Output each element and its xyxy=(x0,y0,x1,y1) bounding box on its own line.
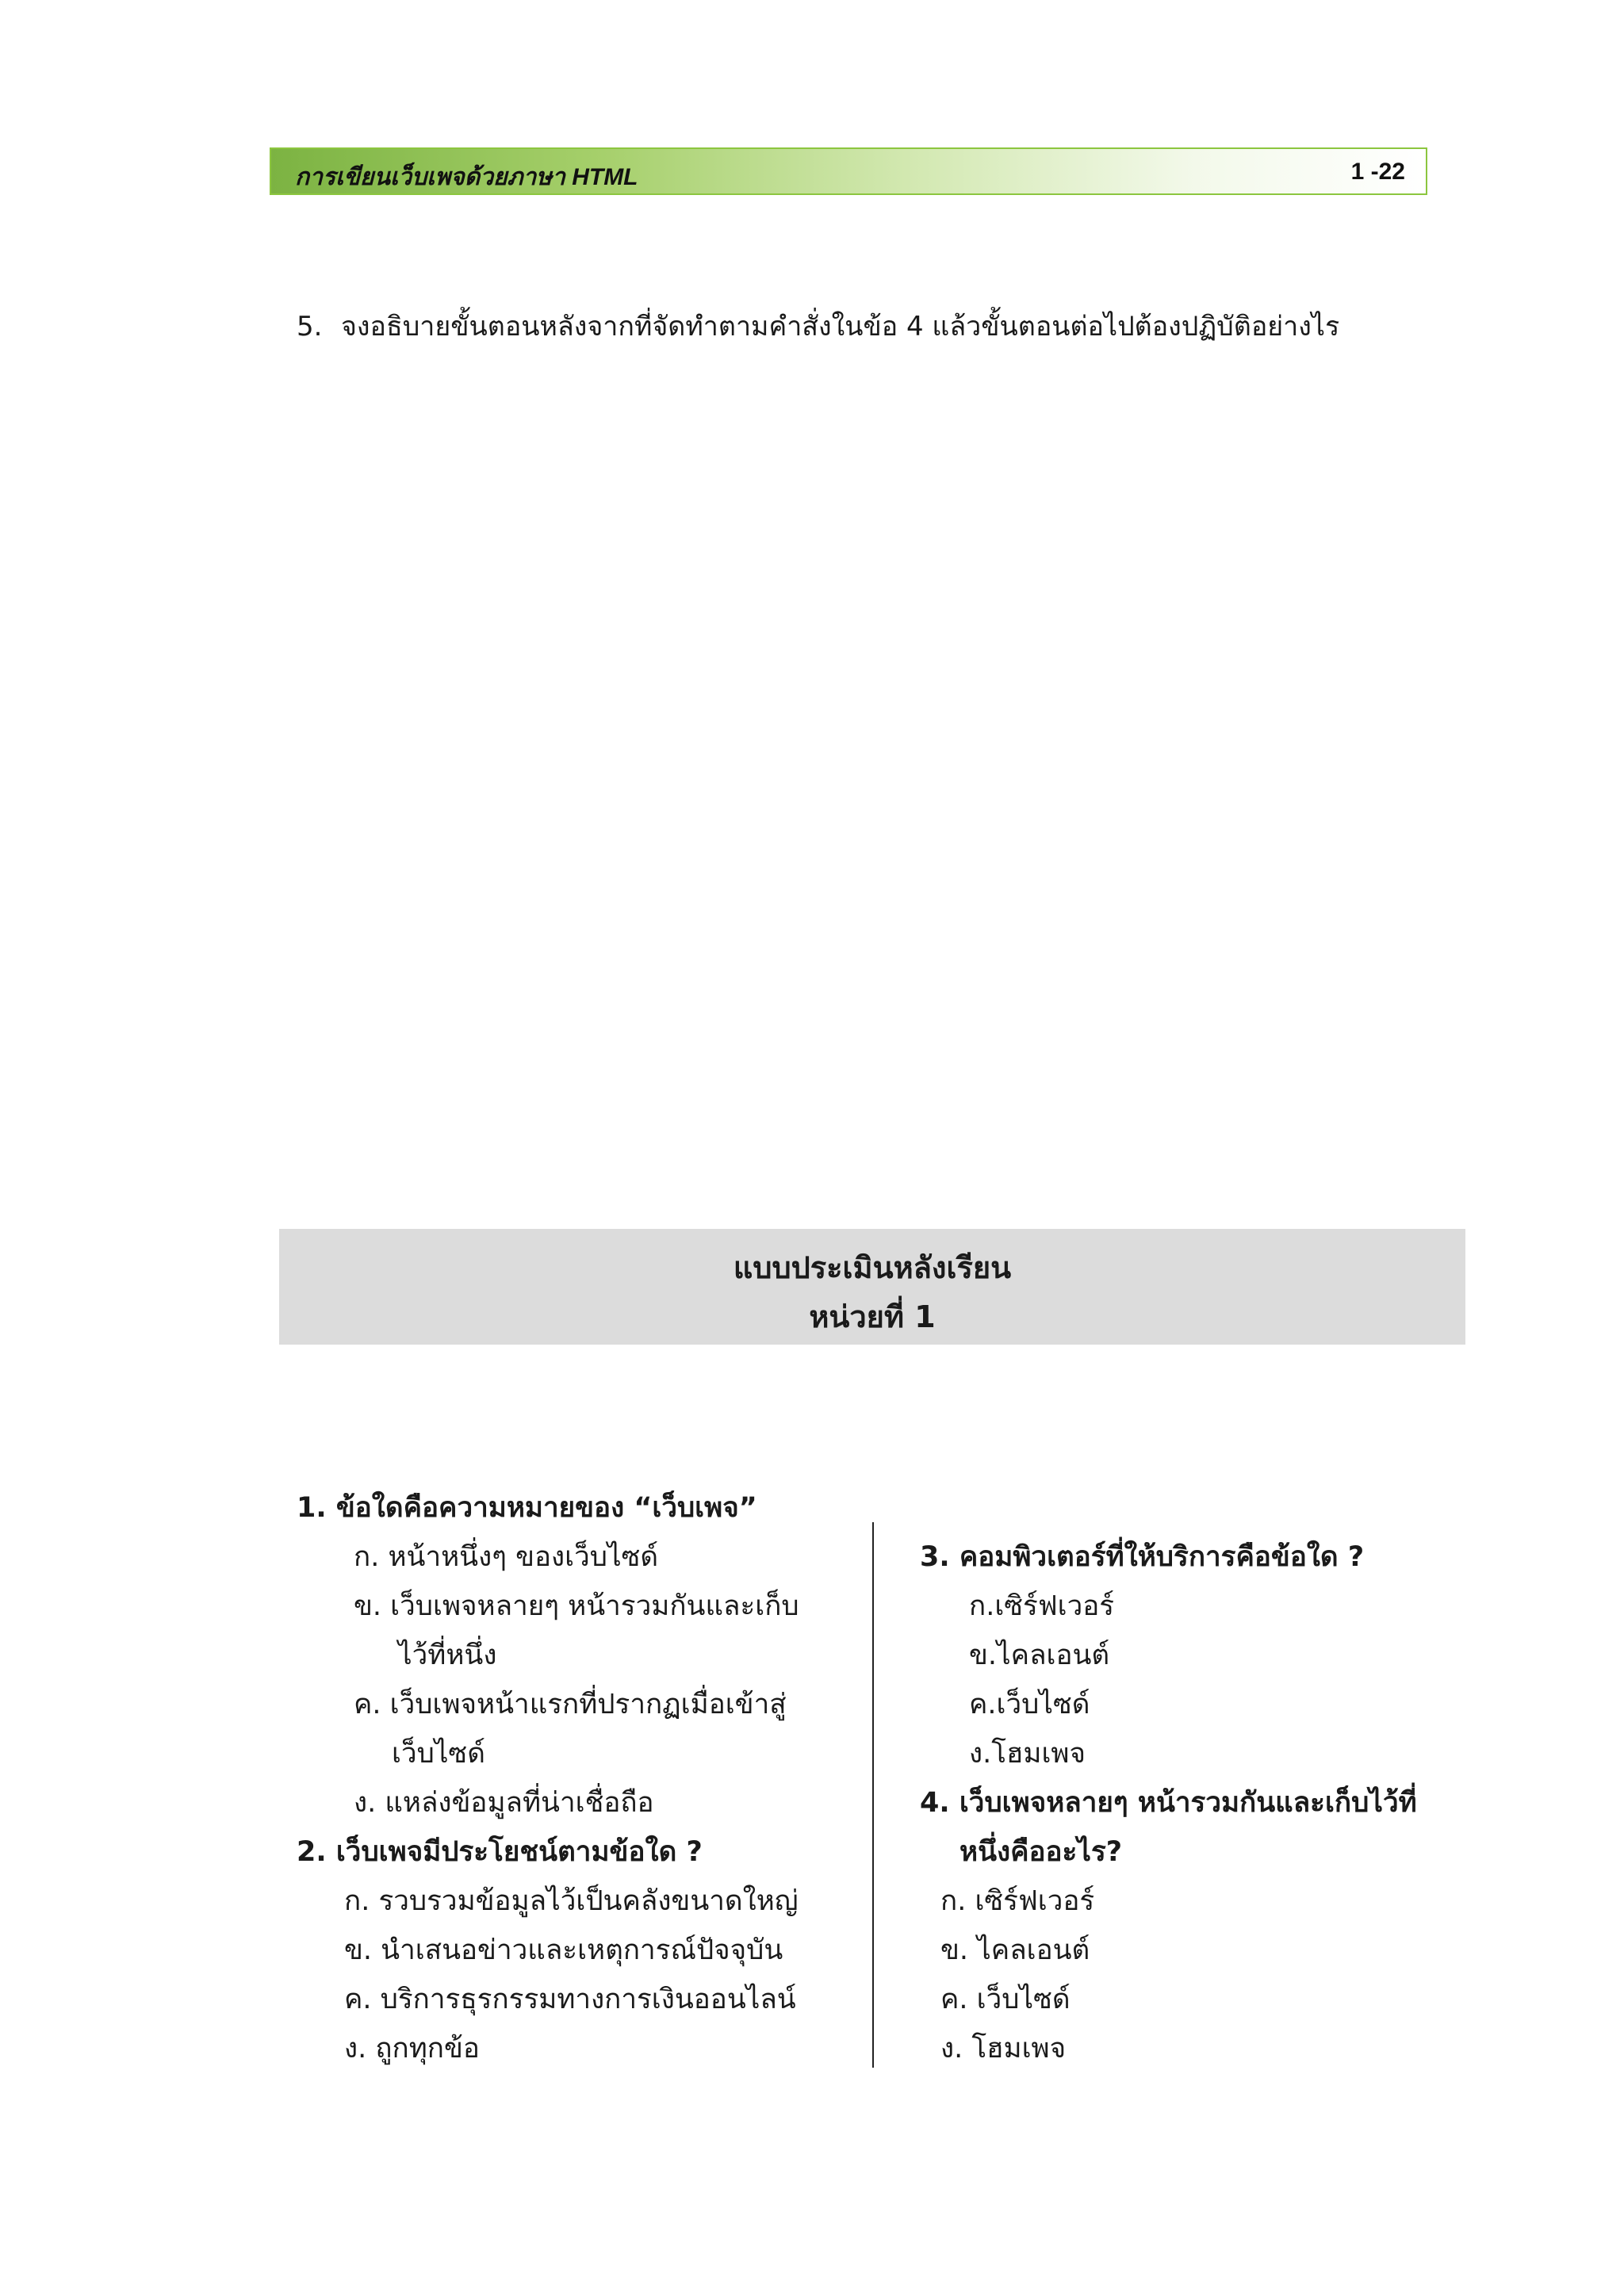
assessment-title: แบบประเมินหลังเรียน xyxy=(733,1250,1012,1285)
q1-question: 1. ข้อใดคือความหมายของ “เว็บเพจ” xyxy=(297,1492,757,1524)
q2-question: 2. เว็บเพจมีประโยชน์ตามข้อใด ? xyxy=(297,1836,703,1868)
assessment-heading-box xyxy=(279,1229,1465,1345)
header-title: การเขียนเว็บเพจด้วยภาษา HTML xyxy=(295,164,638,190)
q3-option-d: ง.โฮมเพจ xyxy=(969,1738,1086,1770)
q2-option-c: ค. บริการธุรกรรมทางการเงินออนไลน์ xyxy=(344,1984,796,2015)
q4-option-a: ก. เซิร์ฟเวอร์ xyxy=(940,1885,1095,1917)
q4-option-b: ข. ไคลเอนต์ xyxy=(940,1934,1090,1966)
q3-option-b: ข.ไคลเอนต์ xyxy=(969,1640,1110,1671)
q3-question: 3. คอมพิวเตอร์ที่ให้บริการคือข้อใด ? xyxy=(920,1541,1365,1573)
q3-option-a: ก.เซิร์ฟเวอร์ xyxy=(969,1590,1115,1622)
q4-option-c: ค. เว็บไซด์ xyxy=(940,1984,1071,2015)
question-5-text: จงอธิบายขั้นตอนหลังจากที่จัดทำตามคำสั่งในข้อ 4 แล้วขั้นตอนต่อไปต้องปฏิบัติอย่างไร xyxy=(341,311,1340,342)
q2-option-a: ก. รวบรวมข้อมูลไว้เป็นคลังขนาดใหญ่ xyxy=(344,1885,799,1917)
q2-option-d: ง. ถูกทุกข้อ xyxy=(344,2033,480,2064)
q2-option-b: ข. นำเสนอข่าวและเหตุการณ์ปัจจุบัน xyxy=(344,1934,783,1966)
q1-option-a: ก. หน้าหนึ่งๆ ของเว็บไซด์ xyxy=(354,1541,659,1573)
question-5-number: 5. xyxy=(297,311,323,342)
header-bar xyxy=(270,147,1427,195)
column-divider xyxy=(872,1522,874,2068)
page-number: 1 -22 xyxy=(1350,159,1405,185)
q1-option-c: ค. เว็บเพจหน้าแรกที่ปรากฏเมื่อเข้าสู่ xyxy=(354,1689,787,1720)
assessment-unit: หน่วยที่ 1 xyxy=(809,1299,936,1334)
q4-question: 4. เว็บเพจหลายๆ หน้ารวมกันและเก็บไว้ที่ xyxy=(920,1787,1417,1819)
q1-option-d: ง. แหล่งข้อมูลที่น่าเชื่อถือ xyxy=(354,1787,654,1819)
q4-option-d: ง. โฮมเพจ xyxy=(940,2033,1067,2064)
q1-option-b-cont: ไว้ที่หนึ่ง xyxy=(398,1640,497,1671)
question-5 xyxy=(297,304,1339,347)
q3-option-c: ค.เว็บไซด์ xyxy=(969,1689,1090,1720)
q1-option-c-cont: เว็บไซด์ xyxy=(392,1738,485,1770)
q1-option-b: ข. เว็บเพจหลายๆ หน้ารวมกันและเก็บ xyxy=(354,1590,799,1622)
q4-question-cont: หนึ่งคืออะไร? xyxy=(959,1836,1123,1868)
